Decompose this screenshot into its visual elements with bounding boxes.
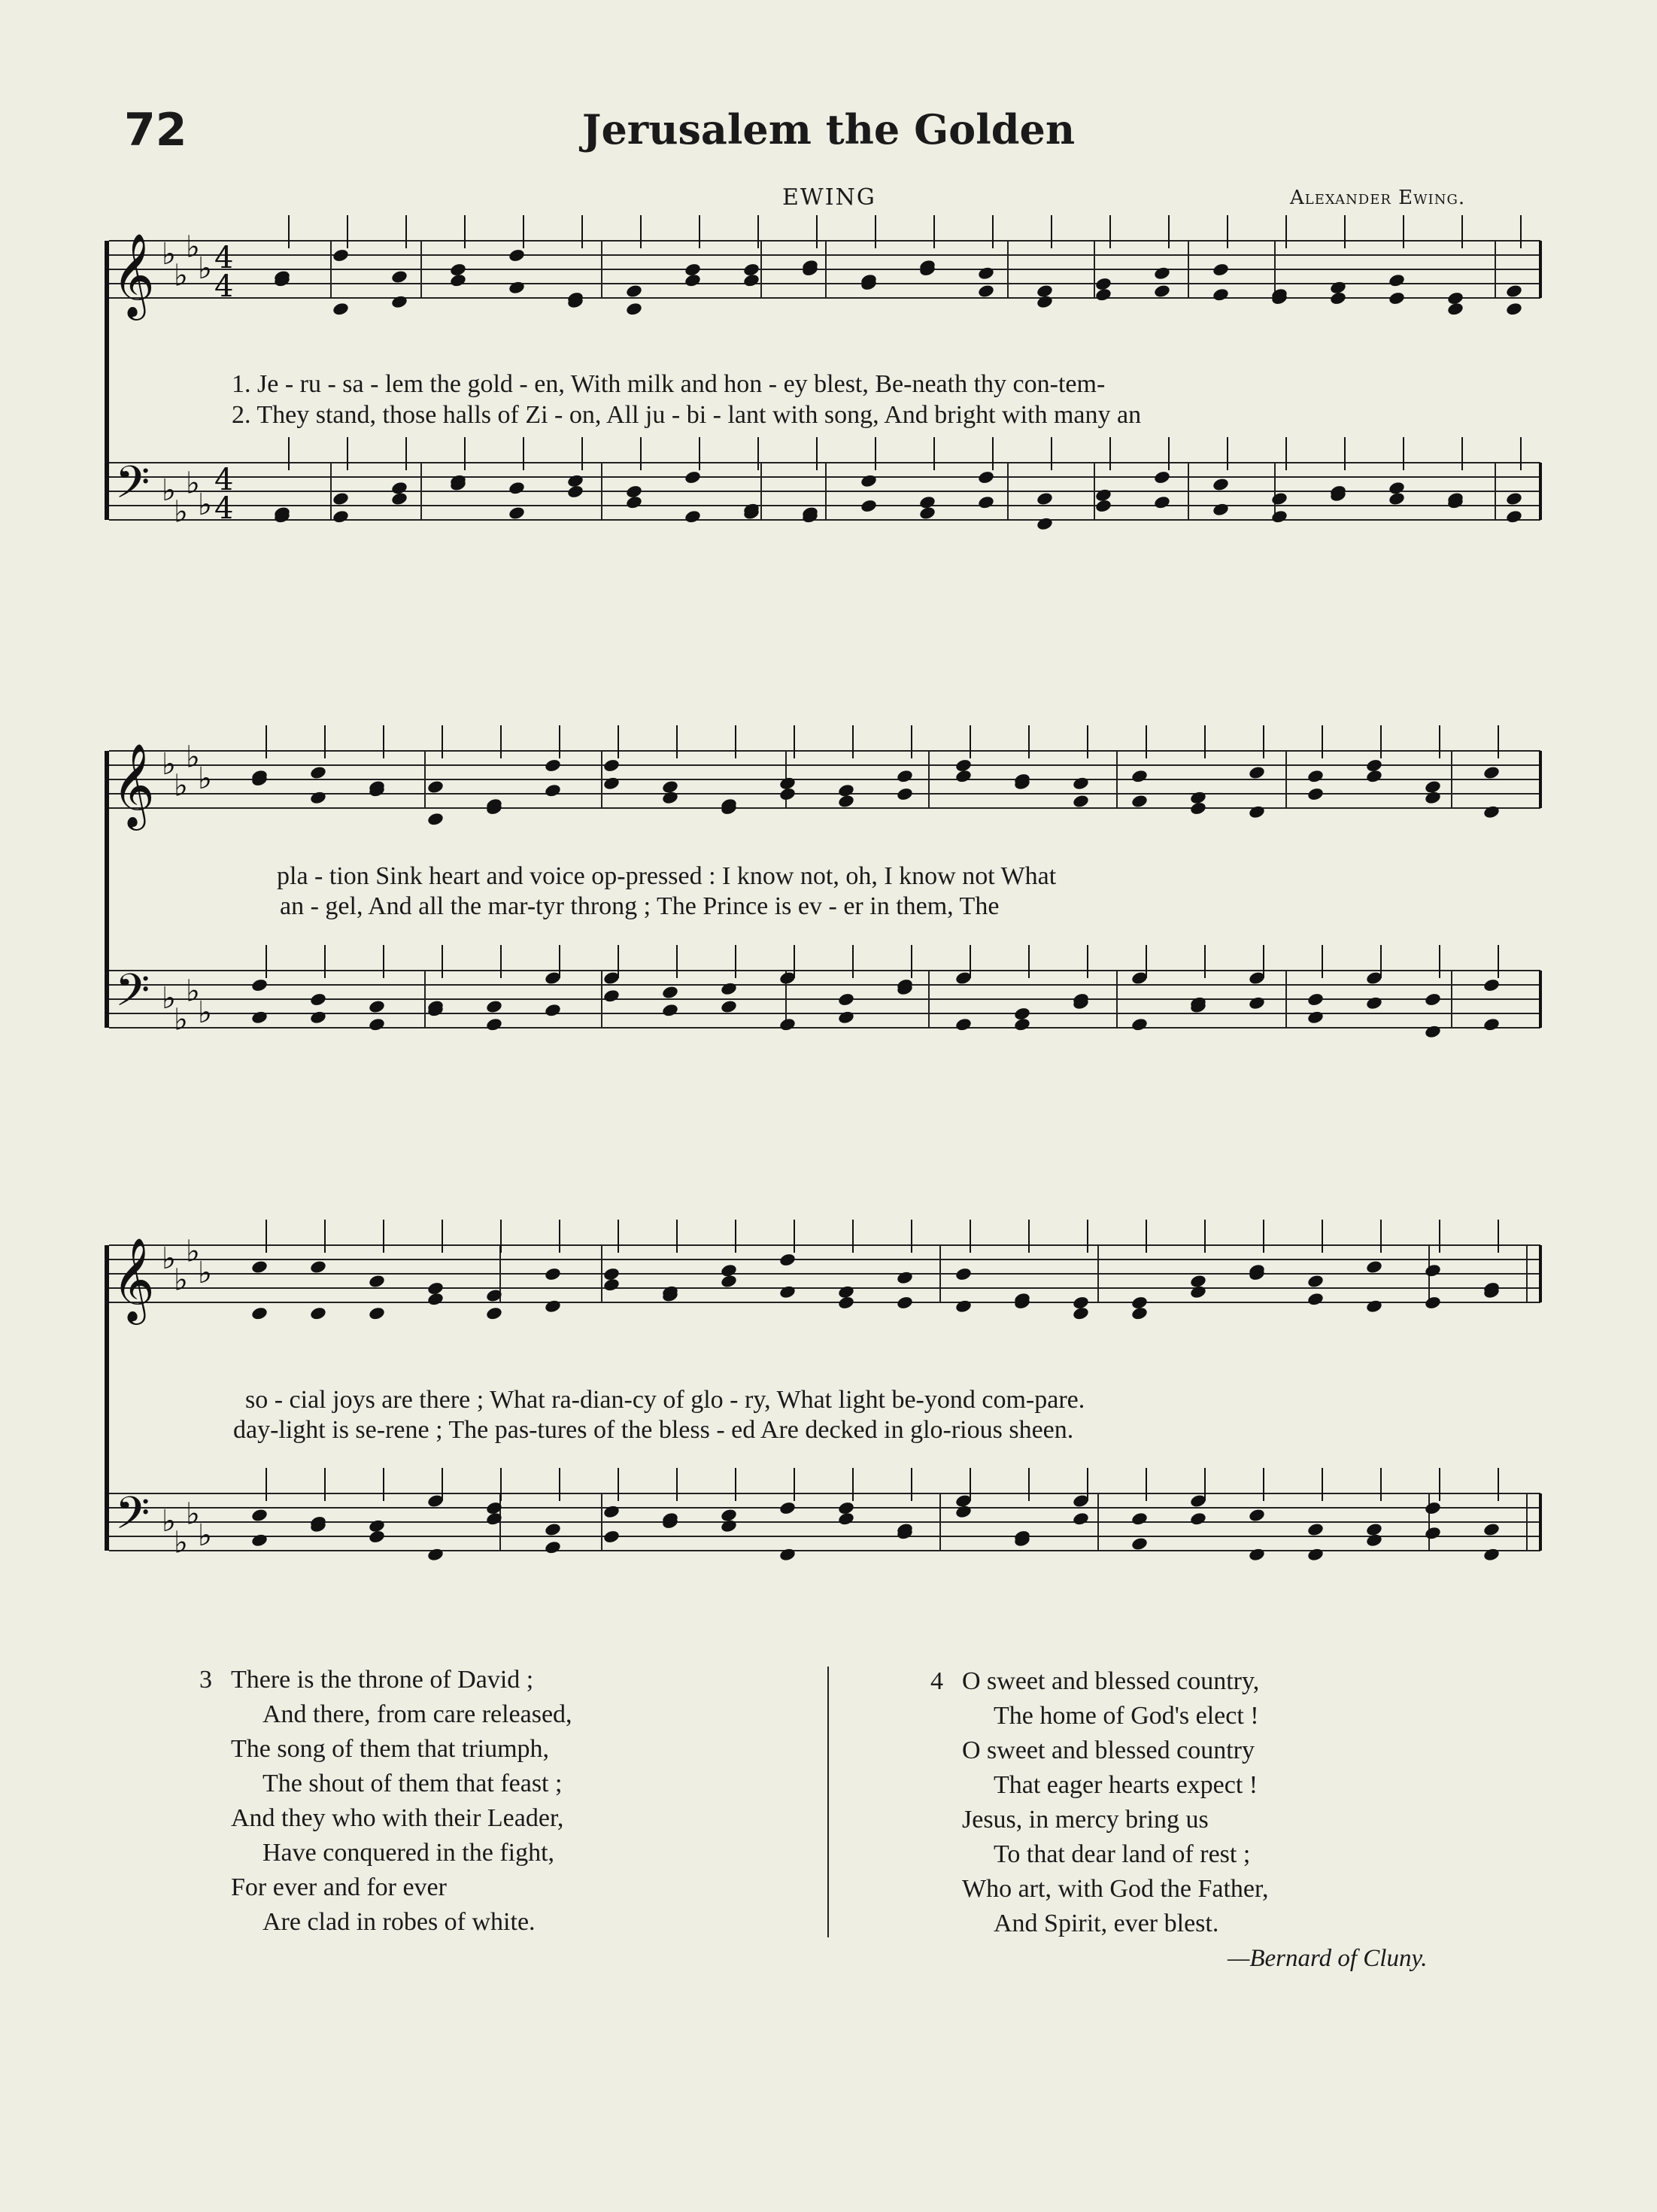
- note-head: [250, 1508, 269, 1523]
- note-head: [508, 280, 526, 295]
- note-head: [1248, 1508, 1266, 1523]
- note-head: [602, 1278, 621, 1293]
- bass-clef-icon: 𝄢: [115, 1487, 150, 1550]
- bass-clef-icon: 𝄢: [115, 964, 150, 1027]
- page-title: Jerusalem the Golden: [581, 105, 1076, 153]
- note-head: [1153, 284, 1171, 299]
- note-head: [1248, 1547, 1266, 1562]
- note-head: [1130, 1296, 1149, 1311]
- note-head: [1505, 491, 1523, 506]
- note-head: [1153, 266, 1171, 281]
- flat-icon: ♭: [198, 995, 212, 1030]
- verse-line: There is the throne of David ;: [231, 1666, 534, 1694]
- note-head: [1130, 1536, 1149, 1551]
- note-head: [1212, 263, 1230, 278]
- note-head: [625, 495, 643, 510]
- verse-line: O sweet and blessed country: [962, 1736, 1255, 1764]
- note-head: [309, 1010, 327, 1025]
- note-head: [837, 783, 855, 798]
- note-head: [837, 1512, 855, 1527]
- note-head: [250, 1533, 269, 1548]
- note-head: [918, 495, 936, 510]
- note-head: [860, 499, 878, 514]
- note-head: [742, 273, 760, 288]
- note-head: [309, 1259, 327, 1275]
- note-head: [954, 1299, 973, 1314]
- flat-icon: ♭: [174, 1525, 188, 1560]
- note-head: [1365, 995, 1383, 1010]
- verse-line: O sweet and blessed country,: [962, 1667, 1260, 1695]
- note-head: [1248, 995, 1266, 1010]
- note-head: [390, 269, 408, 284]
- system1-verse1-lyrics: 1. Je - ru - sa - lem the gold - en, With milk and hon - ey blest, Be-neath thy con-tem-: [232, 370, 1106, 398]
- note-head: [1189, 1284, 1207, 1299]
- note-head: [1306, 769, 1325, 784]
- note-head: [1306, 1010, 1325, 1025]
- note-head: [1094, 488, 1112, 503]
- note-head: [602, 1267, 621, 1282]
- note-head: [1424, 1526, 1442, 1541]
- note-head: [1189, 1512, 1207, 1527]
- note-head: [1306, 1522, 1325, 1537]
- note-head: [390, 294, 408, 309]
- note-head: [720, 1518, 738, 1533]
- note-head: [1212, 477, 1230, 492]
- verse-line: Have conquered in the fight,: [263, 1839, 555, 1867]
- verse-divider: [827, 1667, 829, 1937]
- note-head: [661, 985, 679, 1000]
- note-head: [837, 1284, 855, 1299]
- note-head: [1036, 294, 1054, 309]
- time-signature-icon: 4: [214, 491, 234, 526]
- note-head: [720, 1508, 738, 1523]
- note-head: [720, 1274, 738, 1289]
- flat-icon: ♭: [198, 1256, 212, 1290]
- note-head: [390, 491, 408, 506]
- verse-line: To that dear land of rest ;: [994, 1840, 1251, 1868]
- note-head: [778, 1284, 797, 1299]
- note-head: [1212, 502, 1230, 517]
- note-head: [837, 794, 855, 809]
- note-head: [1013, 1007, 1031, 1022]
- flat-icon: ♭: [186, 1496, 200, 1532]
- note-head: [332, 302, 350, 317]
- note-head: [742, 263, 760, 278]
- note-head: [1036, 516, 1054, 531]
- note-head: [1189, 1274, 1207, 1289]
- note-head: [1482, 804, 1501, 819]
- note-head: [1388, 491, 1406, 506]
- flat-icon: ♭: [198, 761, 212, 796]
- note-head: [684, 263, 702, 278]
- note-head: [1036, 284, 1054, 299]
- note-head: [661, 1003, 679, 1018]
- note-head: [625, 302, 643, 317]
- note-head: [309, 1306, 327, 1321]
- note-head: [1482, 765, 1501, 780]
- note-head: [309, 765, 327, 780]
- note-head: [508, 481, 526, 496]
- note-head: [368, 1306, 386, 1321]
- note-head: [977, 495, 995, 510]
- flat-icon: ♭: [186, 974, 200, 1009]
- note-head: [1094, 499, 1112, 514]
- note-head: [1424, 1024, 1442, 1039]
- note-head: [1482, 1017, 1501, 1032]
- time-signature-icon: 4: [214, 463, 234, 497]
- note-head: [684, 509, 702, 524]
- treble-clef-icon: 𝄞: [112, 743, 155, 827]
- note-head: [837, 1501, 855, 1516]
- note-head: [1365, 1533, 1383, 1548]
- note-head: [426, 1281, 445, 1296]
- note-head: [918, 506, 936, 521]
- note-head: [1013, 1017, 1031, 1032]
- note-head: [1306, 1547, 1325, 1562]
- note-head: [544, 1522, 562, 1537]
- note-head: [1388, 481, 1406, 496]
- flat-icon: ♭: [174, 768, 188, 804]
- note-head: [896, 1270, 914, 1285]
- note-head: [368, 1530, 386, 1545]
- note-head: [684, 470, 702, 485]
- note-head: [1365, 758, 1383, 773]
- note-head: [661, 779, 679, 795]
- note-head: [1072, 794, 1090, 809]
- note-head: [485, 999, 503, 1014]
- note-head: [1072, 1306, 1090, 1321]
- note-head: [309, 992, 327, 1007]
- system3-verse1-lyrics: so - cial joys are there ; What ra-dian-cy of glo - ry, What light be-yond com-pare.: [245, 1386, 1085, 1414]
- note-head: [625, 485, 643, 500]
- note-head: [1072, 776, 1090, 791]
- system3-verse2-lyrics: day-light is se-rene ; The pas-tures of the bless - ed Are decked in glo-rious sheen.: [233, 1416, 1074, 1444]
- note-head: [1482, 1522, 1501, 1537]
- note-head: [332, 491, 350, 506]
- flat-icon: ♭: [174, 258, 188, 293]
- tune-name: EWING: [782, 184, 876, 211]
- note-head: [954, 1267, 973, 1282]
- note-head: [1505, 284, 1523, 299]
- verse-3: [199, 1663, 572, 1940]
- note-head: [544, 1267, 562, 1282]
- note-head: [1130, 794, 1149, 809]
- note-head: [1270, 509, 1288, 524]
- note-head: [485, 1306, 503, 1321]
- note-head: [977, 470, 995, 485]
- note-head: [778, 1501, 797, 1516]
- note-head: [332, 509, 350, 524]
- note-head: [954, 1504, 973, 1519]
- note-head: [250, 1010, 269, 1025]
- note-head: [954, 758, 973, 773]
- note-head: [544, 758, 562, 773]
- note-head: [1036, 491, 1054, 506]
- verse-line: The shout of them that feast ;: [263, 1770, 563, 1797]
- note-head: [778, 1253, 797, 1268]
- note-head: [1424, 1296, 1442, 1311]
- note-head: [544, 783, 562, 798]
- note-head: [1153, 495, 1171, 510]
- note-head: [778, 1017, 797, 1032]
- note-head: [368, 1518, 386, 1533]
- note-head: [661, 790, 679, 805]
- note-head: [602, 758, 621, 773]
- note-head: [1212, 287, 1230, 302]
- note-head: [508, 506, 526, 521]
- verse-line: And there, from care released,: [263, 1700, 572, 1728]
- system2-verse1-lyrics: pla - tion Sink heart and voice op-pressed : I know not, oh, I know not What: [277, 862, 1057, 890]
- note-head: [1130, 1512, 1149, 1527]
- verse-line: Are clad in robes of white.: [263, 1908, 536, 1936]
- note-head: [1153, 470, 1171, 485]
- note-head: [1482, 978, 1501, 993]
- flat-icon: ♭: [162, 1504, 176, 1539]
- note-head: [1388, 273, 1406, 288]
- note-head: [426, 1547, 445, 1562]
- note-head: [332, 248, 350, 263]
- note-head: [1248, 804, 1266, 819]
- note-head: [544, 1540, 562, 1555]
- bass-clef-icon: 𝄢: [115, 456, 150, 519]
- verse-4-number: 4: [930, 1667, 943, 1695]
- note-head: [1072, 1296, 1090, 1311]
- note-head: [837, 1010, 855, 1025]
- system-bracket: [105, 241, 109, 520]
- note-head: [426, 779, 445, 795]
- note-head: [778, 787, 797, 802]
- note-head: [837, 1296, 855, 1311]
- note-head: [1329, 280, 1347, 295]
- flat-icon: ♭: [186, 466, 200, 501]
- note-head: [720, 981, 738, 996]
- flat-icon: ♭: [198, 251, 212, 286]
- flat-icon: ♭: [174, 1002, 188, 1038]
- flat-icon: ♭: [174, 1262, 188, 1298]
- verse-line: And Spirit, ever blest.: [994, 1910, 1219, 1937]
- note-head: [977, 284, 995, 299]
- author-credit: —Bernard of Cluny.: [1228, 1945, 1428, 1972]
- note-head: [1505, 302, 1523, 317]
- note-head: [625, 284, 643, 299]
- note-head: [1446, 291, 1464, 306]
- note-head: [1424, 1501, 1442, 1516]
- note-head: [602, 1504, 621, 1519]
- note-head: [1306, 1274, 1325, 1289]
- system1-verse2-lyrics: 2. They stand, those halls of Zi - on, All ju - bi - lant with song, And bright with many an: [232, 401, 1142, 429]
- note-head: [720, 1263, 738, 1278]
- note-head: [1365, 1259, 1383, 1275]
- note-head: [544, 1003, 562, 1018]
- note-head: [1130, 1017, 1149, 1032]
- page-number: 72: [124, 104, 187, 156]
- time-signature-icon: 4: [214, 269, 234, 304]
- note-head: [426, 1292, 445, 1307]
- verse-line: Jesus, in mercy bring us: [962, 1806, 1209, 1834]
- note-head: [1482, 1547, 1501, 1562]
- note-head: [602, 1530, 621, 1545]
- note-head: [1189, 801, 1207, 816]
- note-head: [954, 1017, 973, 1032]
- verse-line: The song of them that triumph,: [231, 1735, 550, 1763]
- note-head: [1072, 1512, 1090, 1527]
- note-head: [485, 1017, 503, 1032]
- note-head: [1365, 769, 1383, 784]
- note-head: [1446, 302, 1464, 317]
- flat-icon: ♭: [162, 237, 176, 272]
- note-head: [309, 790, 327, 805]
- note-head: [250, 978, 269, 993]
- note-head: [684, 273, 702, 288]
- system2-verse2-lyrics: an - gel, And all the mar-tyr throng ; The Prince is ev - er in them, The: [280, 892, 1000, 920]
- flat-icon: ♭: [162, 473, 176, 508]
- verse-line: And they who with their Leader,: [231, 1804, 564, 1832]
- treble-clef-icon: 𝄞: [112, 1237, 155, 1321]
- note-head: [1424, 790, 1442, 805]
- verse-line: Who art, with God the Father,: [962, 1875, 1269, 1903]
- note-head: [250, 1259, 269, 1275]
- flat-icon: ♭: [162, 747, 176, 782]
- flat-icon: ♭: [162, 981, 176, 1016]
- flat-icon: ♭: [186, 1234, 200, 1269]
- verse-line: For ever and for ever: [231, 1873, 447, 1901]
- note-head: [449, 273, 467, 288]
- composer-credit: Alexander Ewing.: [1290, 187, 1466, 209]
- note-head: [368, 999, 386, 1014]
- note-head: [602, 989, 621, 1004]
- time-signature-icon: 4: [214, 241, 234, 275]
- note-head: [1306, 787, 1325, 802]
- note-head: [1248, 765, 1266, 780]
- verse-3-number: 3: [199, 1666, 212, 1694]
- note-head: [566, 485, 584, 500]
- flat-icon: ♭: [198, 488, 212, 522]
- note-head: [954, 769, 973, 784]
- note-head: [449, 263, 467, 278]
- note-head: [1388, 291, 1406, 306]
- note-head: [896, 769, 914, 784]
- note-head: [778, 1547, 797, 1562]
- flat-icon: ♭: [198, 1518, 212, 1553]
- flat-icon: ♭: [186, 740, 200, 775]
- verse-line: That eager hearts expect !: [994, 1771, 1258, 1799]
- system-bracket: [105, 751, 109, 1028]
- note-head: [1306, 992, 1325, 1007]
- flat-icon: ♭: [162, 1241, 176, 1276]
- note-head: [778, 776, 797, 791]
- verse-4: [930, 1664, 1269, 1941]
- note-head: [720, 999, 738, 1014]
- note-head: [368, 1017, 386, 1032]
- flat-icon: ♭: [174, 494, 188, 530]
- note-head: [977, 266, 995, 281]
- note-head: [250, 1306, 269, 1321]
- note-head: [896, 787, 914, 802]
- note-head: [1130, 769, 1149, 784]
- note-head: [1424, 992, 1442, 1007]
- note-head: [1424, 779, 1442, 795]
- note-head: [508, 248, 526, 263]
- note-head: [1505, 509, 1523, 524]
- note-head: [1329, 291, 1347, 306]
- flat-icon: ♭: [186, 229, 200, 265]
- note-head: [1306, 1292, 1325, 1307]
- note-head: [390, 481, 408, 496]
- system-bracket: [105, 1245, 109, 1551]
- note-head: [860, 473, 878, 488]
- note-head: [837, 992, 855, 1007]
- note-head: [1130, 1306, 1149, 1321]
- note-head: [1189, 790, 1207, 805]
- note-head: [1365, 1522, 1383, 1537]
- note-head: [1270, 491, 1288, 506]
- note-head: [1424, 1263, 1442, 1278]
- verse-line: The home of God's elect !: [994, 1702, 1259, 1730]
- treble-clef-icon: 𝄞: [112, 232, 155, 317]
- note-head: [566, 473, 584, 488]
- note-head: [426, 812, 445, 827]
- note-head: [1094, 287, 1112, 302]
- note-head: [602, 776, 621, 791]
- note-head: [896, 1296, 914, 1311]
- note-head: [1094, 277, 1112, 292]
- note-head: [1365, 1299, 1383, 1314]
- note-head: [544, 1299, 562, 1314]
- note-head: [368, 1274, 386, 1289]
